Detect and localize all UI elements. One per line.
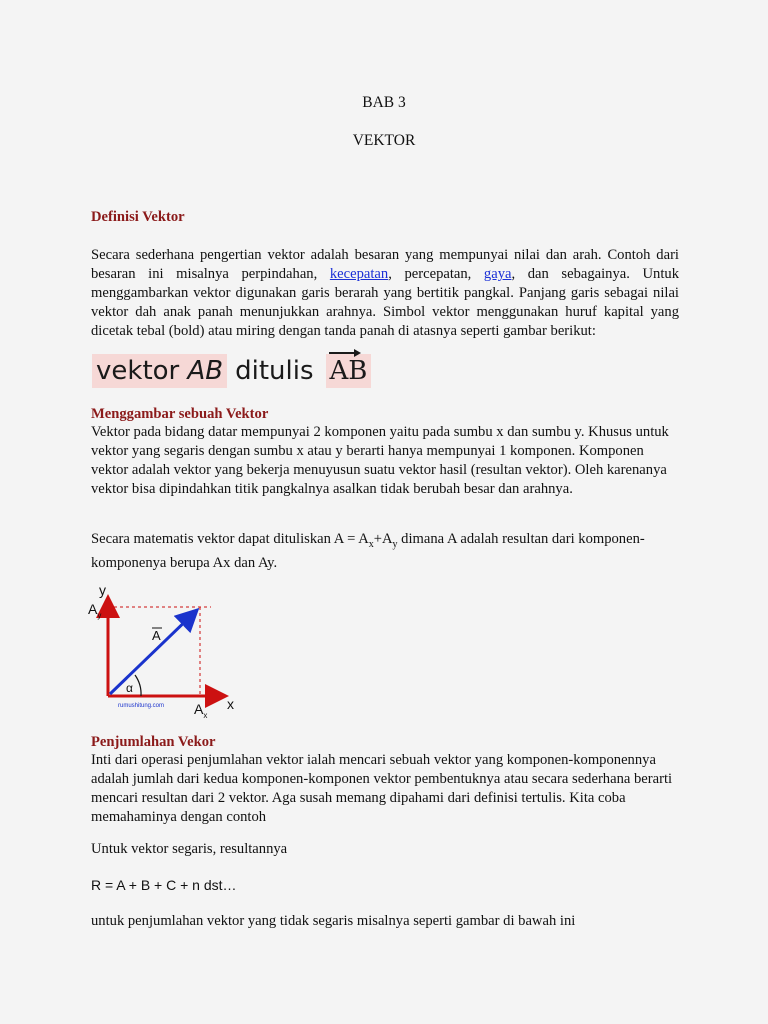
- notation-ab-text: AB: [329, 356, 368, 386]
- paragraph-penjumlahan: Inti dari operasi penjumlahan vektor ialah mencari sebuah vektor yang komponen-komponennya adalah jumlah dari kedua komponen-komponen vektor pembentuknya atau secara sederhana berarti mencari resultan dari 2 vektor. Aga susah memang dipahami dari definisi tertulis. Kita coba memahaminya dengan contoh: [91, 752, 673, 825]
- paragraph-segaris: Untuk vektor segaris, resultannya: [91, 841, 288, 857]
- subscript-y: y: [392, 538, 398, 550]
- chapter-label: BAB 3: [362, 94, 406, 111]
- subscript-x: x: [368, 538, 374, 550]
- watermark-label: rumushitung.com: [118, 703, 165, 709]
- angle-label: α: [126, 681, 133, 695]
- notation-ab-arrow: [326, 354, 372, 388]
- text-span: dimana A adalah resultan dari komponen-komponenya berupa Ax dan Ay.: [91, 531, 645, 571]
- page-title: VEKTOR: [352, 132, 416, 149]
- y-axis-label: y: [99, 582, 106, 598]
- paragraph-menggambar: Vektor pada bidang datar mempunyai 2 komponen yaitu pada sumbu x dan sumbu y. Khusus untuk vektor yang segaris dengan sumbu x atau y berarti hanya mempunyai 1 komponen. Komponen vektor adalah vektor yang bekerja menuyusun suatu vektor hasil (resultan vektor). Oleh karenanya vektor bisa dipindahkan titik pangkalnya asalkan tidak berubah besar dan arahnya.: [91, 424, 669, 497]
- paragraph-tidak-segaris: untuk penjumlahan vektor yang tidak segaris misalnya seperti gambar di bawah ini: [91, 913, 576, 929]
- heading-penjumlahan-vektor: Penjumlahan Vekor: [91, 734, 216, 750]
- text-span: Secara matematis vektor dapat dituliskan A = A: [91, 531, 369, 547]
- formula-resultan: R = A + B + C + n dst…: [91, 877, 237, 893]
- ay-label: $A_y$: [88, 601, 102, 620]
- vector-component-diagram: [85, 578, 255, 723]
- heading-menggambar-vektor: Menggambar sebuah Vektor: [91, 406, 269, 422]
- arrow-over-icon: [328, 348, 362, 358]
- x-axis-label: x: [227, 696, 234, 712]
- heading-definisi-vektor: Definisi Vektor: [91, 209, 185, 225]
- text-span: , dan sebagainya. Untuk menggambarkan vektor digunakan garis berarah yang bertitik pangkal. Panjang garis sebagai nilai vektor dah anak panah menunjukkan arahnya. Simbol vektor menggunakan huruf kapital yang dicetak tebal (bold) atau miring dengan tanda panah di atasnya seperti gambar berikut:: [91, 266, 679, 339]
- notation-ab-italic: AB: [187, 356, 224, 386]
- paragraph-definisi: [91, 246, 679, 341]
- text-span: , percepatan,: [388, 266, 484, 282]
- notation-vektor-ab: [92, 354, 227, 388]
- ax-label: $A_x$: [194, 701, 208, 720]
- text-span: Secara sederhana pengertian vektor adalah besaran yang mempunyai nilai dan arah. Contoh dari besaran ini misalnya perpindahan,: [91, 247, 679, 282]
- paragraph-matematis: [91, 530, 679, 573]
- notation-ditulis: ditulis: [235, 356, 314, 386]
- vector-a-label: A: [152, 628, 161, 643]
- link-gaya[interactable]: gaya: [483, 266, 512, 282]
- vector-notation-image: [92, 352, 371, 388]
- link-kecepatan[interactable]: kecepatan: [329, 266, 389, 282]
- text-span: +A: [373, 531, 393, 547]
- angle-arc: [135, 675, 141, 696]
- notation-word: vektor: [96, 356, 180, 386]
- vector-a: [110, 612, 195, 694]
